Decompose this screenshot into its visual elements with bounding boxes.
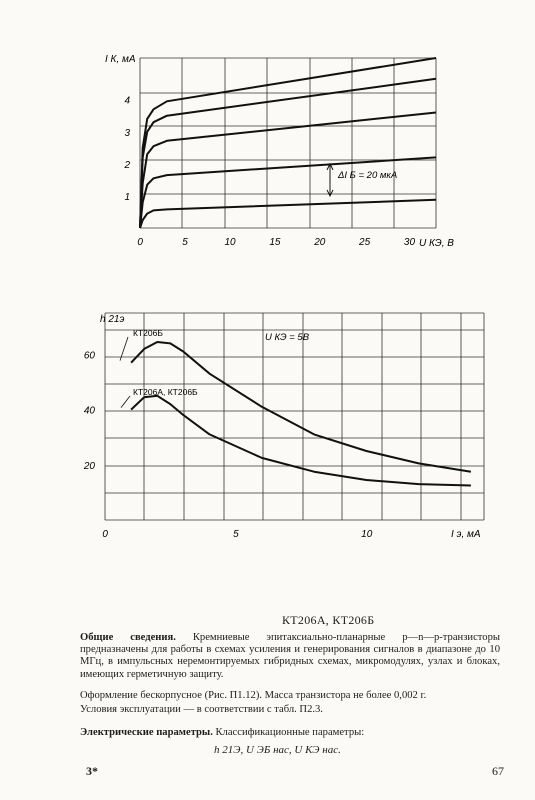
y-tick-label: 60 [83,350,95,362]
series-curve-1 [131,342,471,472]
x-tick-label: 15 [269,237,281,248]
chart1-ylabel: I К, мА [105,54,136,65]
chart2-annotation: U КЭ = 5В [265,332,310,343]
footer-left-mark: 3* [86,764,98,778]
x-tick-label: 5 [182,237,188,248]
transistor-model-heading: КТ206А, КТ206Б [282,613,375,627]
general-info-body: Кремниевые эпитаксиально-планарные р—n—р-транзисторы предназначены для работы в схемах усиления и генерирования сигналов в диапазоне до 10 МГц, в импульсных неремонтируемых гибридных схемах, микромодулях, узлах и блоках, имеющих герметичную защиту. [80,632,500,680]
x-tick-label: 0 [137,237,143,248]
electrical-params-paragraph [80,727,500,739]
electrical-params-body: Классификационные параметры: [212,727,365,738]
x-tick-label: 10 [361,529,373,540]
y-tick-label: 1 [124,191,130,203]
chart2-series-label-1: КТ206Б [133,328,163,338]
y-tick-label: 20 [83,460,95,472]
series-curve-2 [131,396,471,486]
chart1-xlabel: U КЭ, В [419,238,454,249]
y-tick-label: 4 [124,95,130,107]
x-tick-label: 20 [314,237,326,248]
x-tick-label: 0 [102,529,108,540]
chart1-annotation: ΔI Б = 20 мкА [338,170,398,181]
x-tick-label: 5 [233,529,239,540]
x-tick-label: 10 [224,237,236,248]
label-leader-line [121,396,130,408]
conditions-paragraph: Условия эксплуатации — в соответствии с табл. П2.3. [80,704,323,715]
chart2-series-label-2: КТ206А, КТ206Б [133,387,198,397]
y-tick-label: 2 [124,159,130,171]
packaging-paragraph: Оформление бескорпусное (Рис. П1.12). Масса транзистора не более 0,002 г. [80,690,427,701]
general-info-paragraph [80,632,500,681]
x-tick-label: 25 [359,237,371,248]
x-tick-label: 30 [403,237,416,248]
page-number: 67 [492,764,504,778]
classification-params: h 21Э, U ЭБ нас, U КЭ нас. [214,744,341,756]
chart2-xlabel: I э, мА [451,529,481,540]
general-info-heading: Общие сведения. [80,632,176,643]
electrical-params-heading: Электрические параметры. [80,727,213,738]
y-tick-label: 40 [83,405,95,417]
y-tick-label: 3 [124,127,130,139]
chart2-ylabel: h 21э [100,314,125,325]
